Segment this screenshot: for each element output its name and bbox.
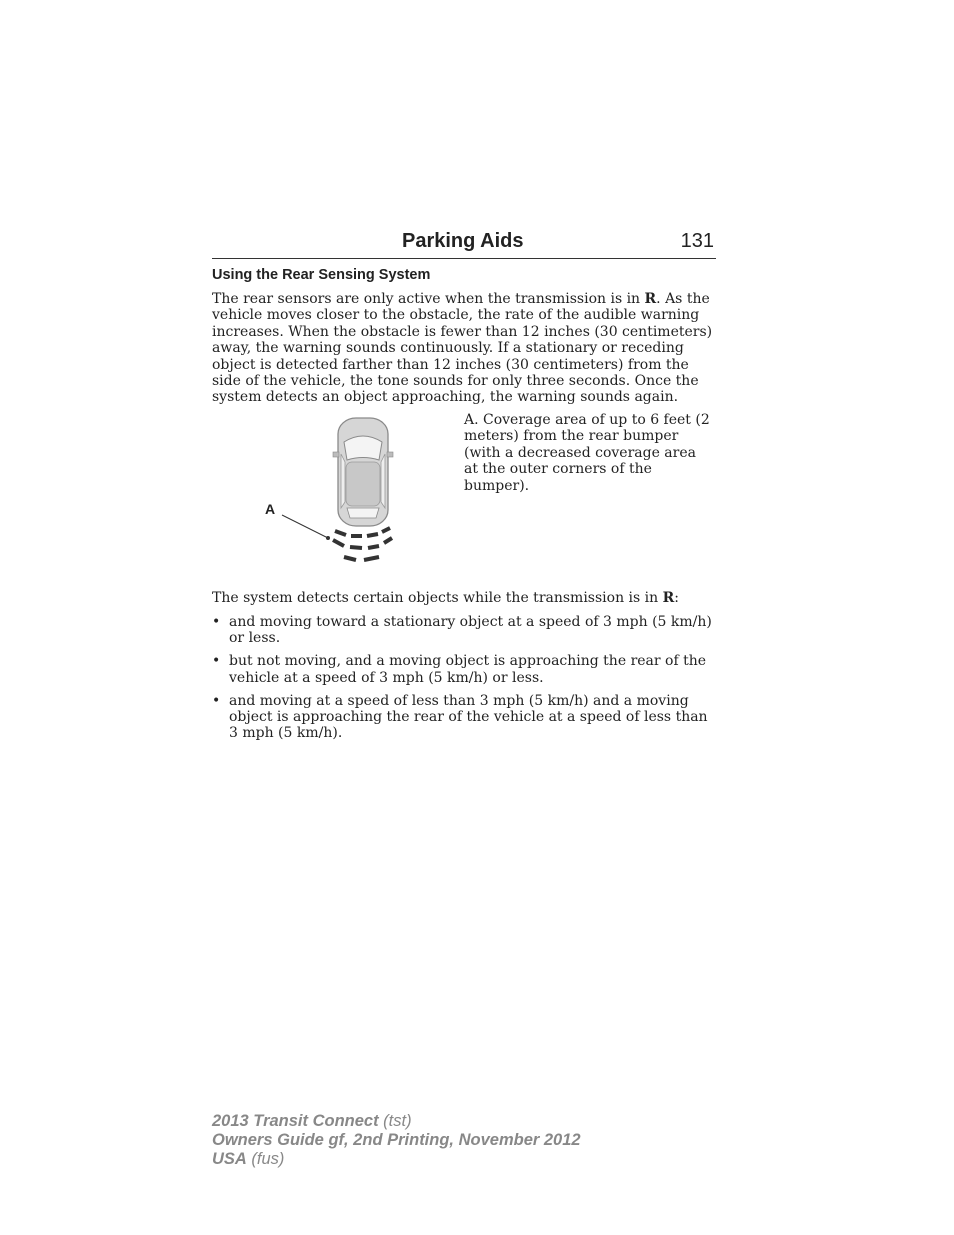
coverage-dash <box>335 531 346 535</box>
detection-intro <box>212 590 718 606</box>
sensor-coverage-arcs <box>333 528 392 560</box>
right-window <box>381 454 385 508</box>
left-mirror <box>333 452 339 457</box>
page-header <box>212 228 716 259</box>
intro-text-end: . As the vehicle moves closer to the obstacle, the rate of the audible warning increases. When the obstacle is fewer than 12 inches (30 centimeters) away, the warning sounds continuously. If a stationary or receding object is detected farther than 12 inches (30 centimeters) from the side of the vehicle, the tone sounds for only three seconds. Once the system detects an object approaching, the warning sounds again. <box>212 291 713 406</box>
list-item <box>212 653 718 686</box>
footer-region: USA <box>212 1150 247 1168</box>
detection-conditions-list <box>212 614 718 748</box>
detection-text-start: The system detects certain objects while the transmission is in <box>212 590 663 606</box>
footer-region-code: (fus) <box>246 1150 285 1168</box>
coverage-dash <box>333 540 344 546</box>
section-title: Parking Aids <box>402 230 524 252</box>
page-number: 131 <box>680 230 714 252</box>
footer-line-region <box>212 1150 581 1169</box>
windshield <box>344 436 382 460</box>
callout-leader-line <box>282 515 328 538</box>
coverage-dash <box>364 557 379 560</box>
intro-text-start: The rear sensors are only active when the transmission is in <box>212 291 645 307</box>
footer-line-edition <box>212 1131 581 1150</box>
rear-window <box>347 508 379 518</box>
gear-r-bold: R <box>644 291 657 307</box>
coverage-dash <box>350 547 362 548</box>
list-item-text: and moving at a speed of less than 3 mph (5 km/h) and a moving object is approaching the rear of the vehicle at a speed of less than 3 mph (5 km/h). <box>229 692 708 742</box>
coverage-dash <box>384 538 392 543</box>
coverage-dash <box>367 534 378 536</box>
coverage-dash <box>344 557 356 560</box>
rear-sensor-coverage-diagram <box>258 412 418 572</box>
subheading: Using the Rear Sensing System <box>212 267 431 283</box>
footer-model-name: 2013 Transit Connect <box>212 1112 379 1130</box>
footer-edition: Owners Guide gf, 2nd Printing, November 2012 <box>212 1131 581 1149</box>
detection-text-end: : <box>674 590 679 606</box>
vehicle-roof <box>346 462 380 506</box>
list-item <box>212 614 718 647</box>
gear-r-bold: R <box>662 590 675 606</box>
page-footer <box>212 1112 581 1169</box>
bullet-icon: • <box>212 614 221 630</box>
list-item-text: but not moving, and a moving object is approaching the rear of the vehicle at a speed of 3 mph (5 km/h) or less. <box>229 653 707 686</box>
list-item-text: and moving toward a stationary object at a speed of 3 mph (5 km/h) or less. <box>229 614 712 647</box>
right-mirror <box>387 452 393 457</box>
bullet-icon: • <box>212 692 221 709</box>
callout-label-a: A <box>265 501 276 517</box>
bullet-icon: • <box>212 653 221 670</box>
list-item <box>212 693 718 742</box>
left-window <box>341 454 345 508</box>
footer-model-code: (tst) <box>378 1112 412 1130</box>
intro-paragraph <box>212 291 718 406</box>
coverage-dash <box>382 528 390 532</box>
vehicle-illustration <box>258 412 418 572</box>
figure-caption: A. Coverage area of up to 6 feet (2 meters) from the rear bumper (with a decreased coverage area at the outer corners of the bumper). <box>464 412 710 494</box>
coverage-dash <box>368 546 379 548</box>
footer-line-model <box>212 1112 581 1131</box>
callout-dot <box>326 536 330 540</box>
